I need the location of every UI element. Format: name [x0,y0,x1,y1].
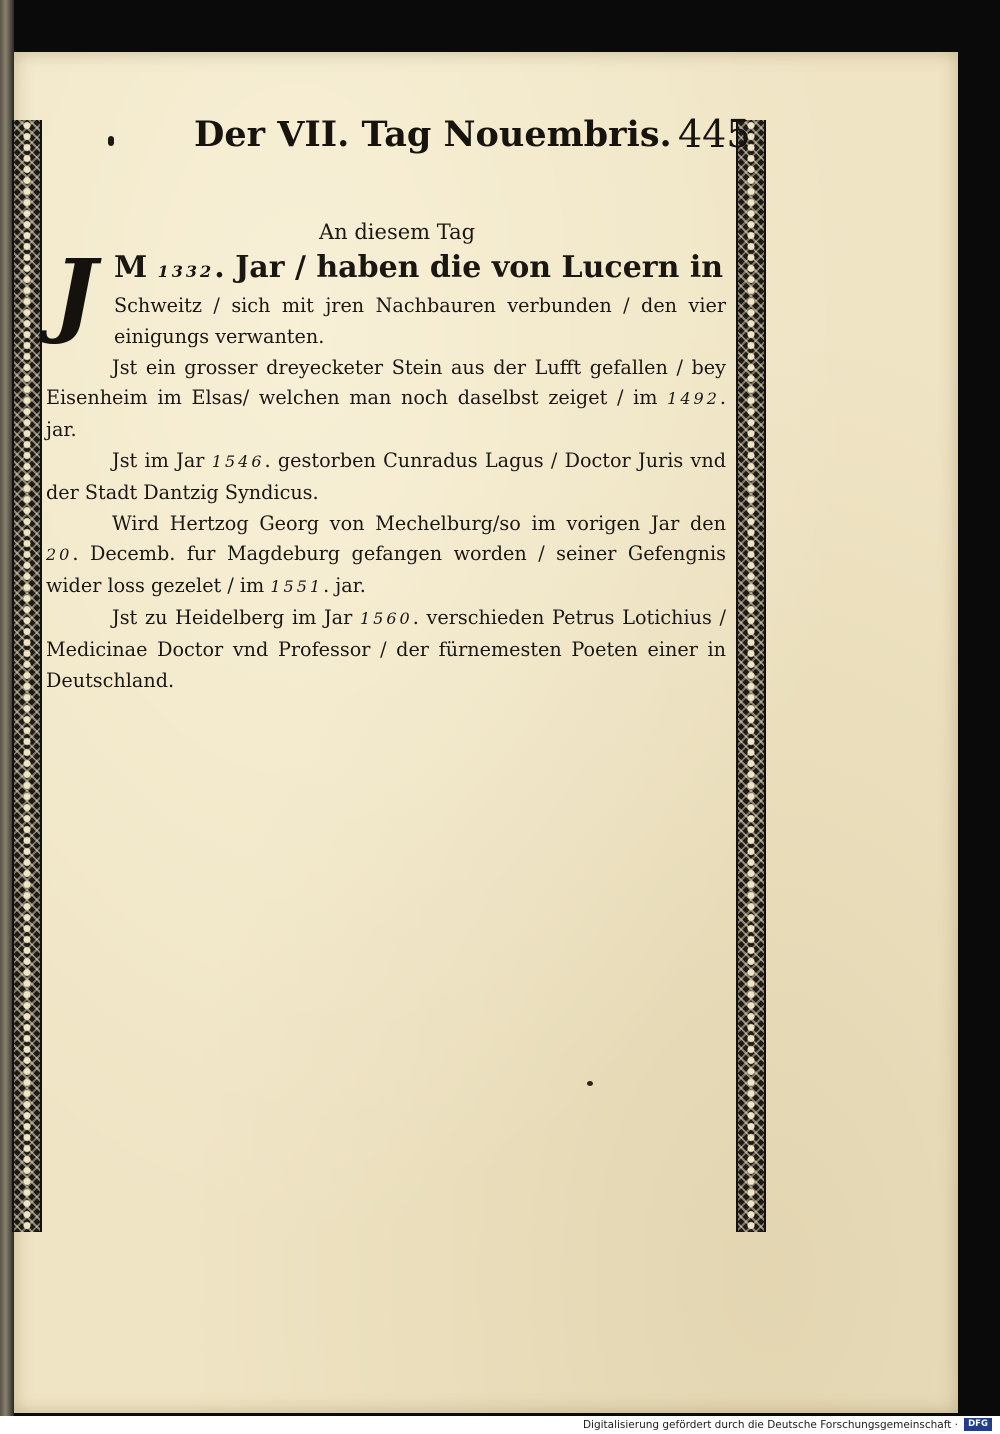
first-line [114,250,723,285]
paragraph-2 [46,353,726,446]
paragraph-3 [46,446,726,509]
first-line-rest: . Jar / haben die von Lucern in [214,250,724,285]
paragraph-3-text-a: Jst im Jar [112,448,212,472]
paragraph-1-text: Schweitz / sich mit jren Nachbauren verbunden / den vier einigungs verwanten. [114,294,726,348]
year-1332: 1332 [157,262,215,281]
ink-speck [587,1081,593,1086]
main-text [46,239,727,696]
page-number: 445 [678,112,751,156]
day-20: 20 [46,545,73,565]
paragraph-4 [46,509,726,603]
year-1560: 1560 [360,608,413,628]
funding-credit: Digitalisierung gefördert durch die Deutsche Forschungsgemeinschaft · [582,1419,958,1431]
paragraph-5-text-a: Jst zu Heidelberg im Jar [112,605,360,629]
dfg-logo-icon: DFG [964,1418,992,1431]
book-page [14,52,958,1413]
paragraph-3-text-b: . gestorben Cunradus Lagus / Doctor Juris vnd der Stadt Dantzig Syndicus. [46,448,727,504]
first-line-prefix: M [114,250,158,285]
paragraph-5-text-b: . verschieden Petrus Lotichius / Medicinae Doctor vnd Professor / der fürnemesten Poeten einer in Deutschland. [46,605,727,692]
paragraph-4-text-b: . Decemb. fur Magdeburg gefangen worden / seiner Gefengnis wider loss gezelet / im [46,542,726,598]
page-header [76,112,751,164]
paragraph-4-text-a: Wird Hertzog Georg von Mechelburg/so im vorigen Jar den [112,511,726,535]
year-1551: 1551 [270,577,324,597]
running-title: Der VII. Tag Nouembris. [194,114,672,155]
ornamental-border-right [736,120,766,1232]
year-1546: 1546 [211,451,265,471]
paragraph-4-text-c: . jar. [323,574,366,598]
paragraph-5 [46,603,726,696]
drop-cap-initial: J [53,239,97,347]
section-subtitle: An diesem Tag [319,220,476,244]
paragraph-2-text-b: . jar. [46,386,726,442]
year-1492: 1492 [667,389,720,409]
bullet-ornament [108,136,114,146]
paragraph-2-text-a: Jst ein grosser dreyecketer Stein aus der Lufft gefallen / bey Eisenheim im Elsas/ welchen man noch daselbst zeiget / im [46,355,726,410]
paragraph-1 [46,239,726,353]
ornamental-border-left [12,120,42,1232]
